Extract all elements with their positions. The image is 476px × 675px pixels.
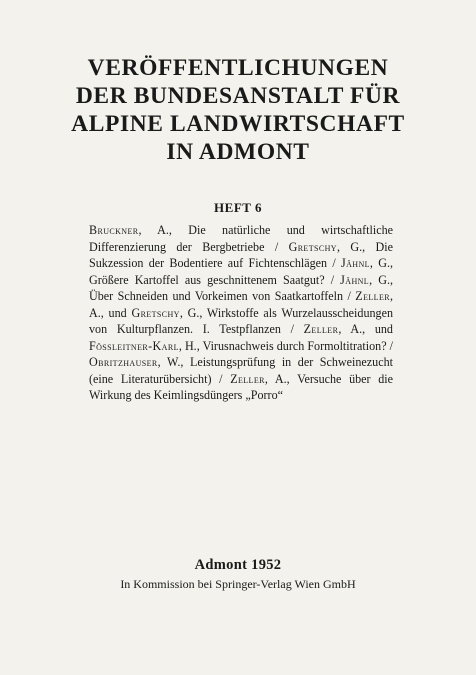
article-title: Die natürliche und wirtschaftliche Differenzierung der Bergbetriebe [89,223,394,254]
author-name: Gretschy [131,305,180,320]
author-initial: , A., [264,371,298,386]
author-name: Zeller [355,289,390,303]
article-title: Leistungsprüfung in der Schweinezucht (eine Literaturübersicht) [89,355,393,386]
title-line: DER BUNDESANSTALT FÜR [75,83,401,109]
title-line: ALPINE LANDWIRTSCHAFT [71,111,405,137]
publisher-line: In Kommission bei Springer-Verlag Wien GmbH [120,577,356,591]
title-line: IN ADMONT [166,139,310,165]
separator: / [211,371,231,386]
separator: / [327,256,341,270]
author-name: Zeller [303,322,339,336]
author-initial: , G., [336,239,376,254]
article-title: Virusnachweis durch Formoltitration? [202,338,387,353]
author-name: Obritzhauser [89,355,158,369]
author-name: Zeller [230,371,265,386]
article-title: Wirkstoffe als Wurzelausscheidungen von Kulturpflanzen. I. Testpflanzen [89,305,393,336]
author-name: Gretschy [288,239,337,254]
article-title: Über Schneiden und Vorkeimen von Saatkartoffeln [89,289,344,303]
series-title [40,54,436,166]
author-initial: , H., [178,338,203,353]
author-name: Jähnl [340,272,370,287]
author-initial: , G., [179,305,207,320]
separator: / [324,272,341,287]
separator: / [264,239,289,254]
author-initial: , A., [138,223,189,237]
place-and-year: Admont 1952 [194,557,282,573]
article-title: Die Sukzession der Bodentiere auf Fichtenschlägen [89,239,393,270]
author-initial: , G., [369,272,393,287]
author-name: Bruckner [89,223,139,237]
author-name: Jähnl [340,256,370,270]
separator: / [343,289,356,303]
title-line: VERÖFFENTLICHUNGEN [87,55,389,81]
table-of-contents [89,222,393,404]
issue-number: HEFT 6 [214,200,262,215]
author-name: Fössleitner-Karl [89,338,179,353]
author-initial: , A., und [89,289,393,320]
author-initial: , A., und [338,322,393,336]
separator: / [280,322,304,336]
article-title: Größere Kartoffel aus geschnittenem Saatgut? [89,272,325,287]
separator: / [386,338,393,353]
author-initial: , G., [369,256,394,270]
article-title: Versuche über die Wirkung des Keimlingsdüngers „Porro“ [89,371,393,402]
author-initial: , W., [157,355,190,369]
